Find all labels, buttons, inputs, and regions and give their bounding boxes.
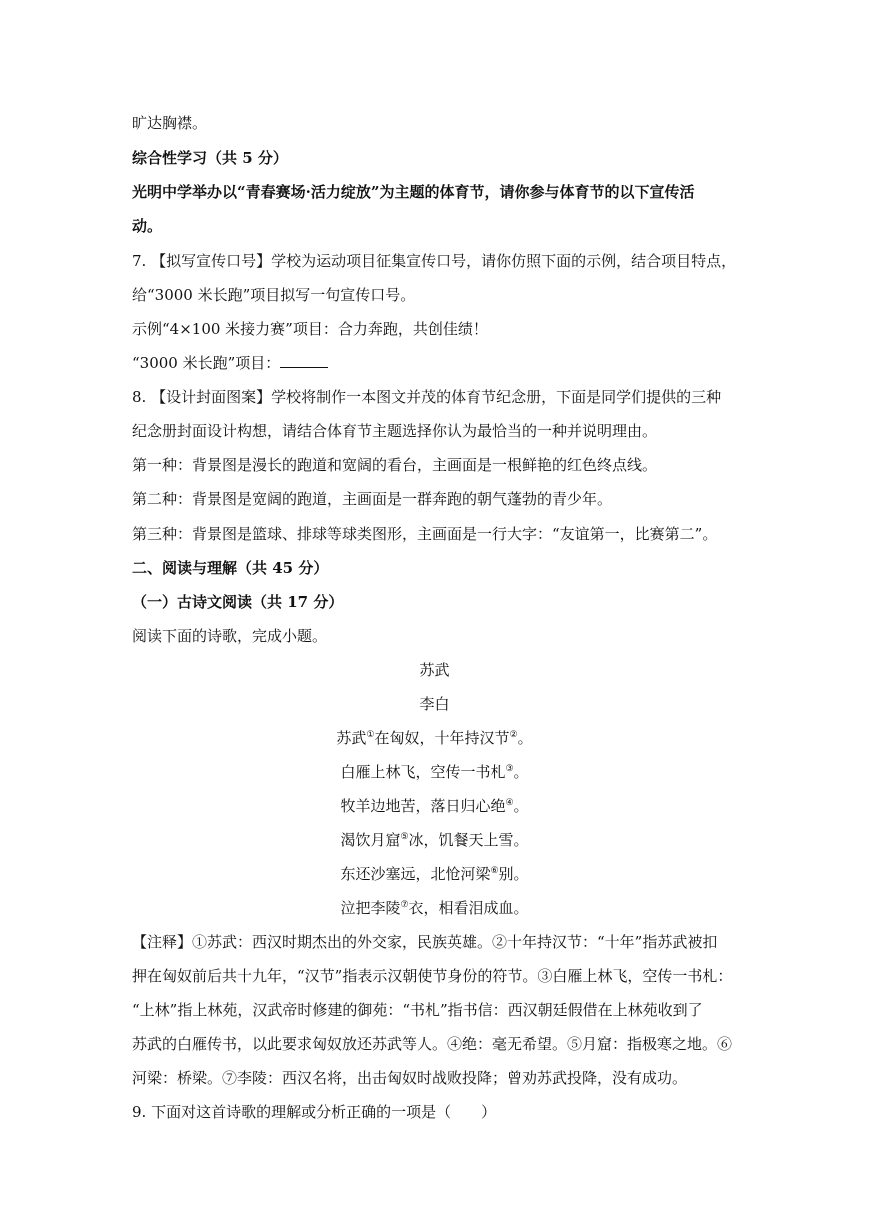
notes-line: 河梁：桥梁。⑦李陵：西汉名将，出击匈奴时战败投降；曾劝苏武投降，没有成功。 — [132, 1069, 688, 1087]
question-7: 7. 【拟写宣传口号】学校为运动项目征集宣传口号，请你仿照下面的示例，结合项目特点， — [132, 252, 737, 270]
poem-line: 泣把李陵⑦衣，相看泪成血。 — [340, 899, 529, 917]
poem-line: 白雁上林飞，空传一书札③。 — [340, 763, 529, 781]
question-7: 给“3000 米长跑”项目拟写一句宣传口号。 — [132, 286, 416, 304]
option-3: 第三种：背景图是篮球、排球等球类图形，主画面是一行大字：“友谊第一，比赛第二”。 — [132, 525, 718, 543]
footnote-marker: ⑥ — [490, 866, 499, 876]
option-1: 第一种：背景图是漫长的跑道和宽阔的看台，主画面是一根鲜艳的红色终点线。 — [132, 456, 658, 474]
intro-text: 动。 — [132, 217, 163, 235]
answer-prefix: “3000 米长跑”项目： — [132, 354, 281, 372]
poem-line: 渴饮月窟⑤冰，饥餐天上雪。 — [340, 831, 529, 849]
question-8: 8. 【设计封面图案】学校将制作一本图文并茂的体育节纪念册，下面是同学们提供的三种 — [132, 388, 722, 406]
poem-author: 李白 — [419, 695, 450, 713]
section-title: 综合性学习（共 5 分） — [132, 149, 288, 167]
question-8: 纪念册封面设计构想，请结合体育节主题选择你认为最恰当的一种并说明理由。 — [132, 422, 658, 440]
notes-line: “上林”指上林苑，汉武帝时修建的御苑：“书札”指书信：西汉朝廷假借在上林苑收到了 — [132, 1001, 703, 1019]
footnote-marker: ② — [509, 730, 518, 740]
subsection-title: （一）古诗文阅读（共 17 分） — [132, 593, 344, 611]
poem-line: 苏武①在匈奴，十年持汉节②。 — [336, 729, 533, 747]
instruction-text: 阅读下面的诗歌，完成小题。 — [132, 627, 328, 645]
poem-title: 苏武 — [419, 661, 450, 679]
poem-line: 牧羊边地苦，落日归心绝④。 — [340, 797, 529, 815]
footnote-marker: ⑦ — [400, 900, 409, 910]
notes-line: 押在匈奴前后共十九年，“汉节”指表示汉朝使节身份的符节。③白雁上林飞，空传一书札： — [132, 967, 733, 985]
footnote-marker: ④ — [505, 798, 514, 808]
footnote-marker: ③ — [505, 764, 514, 774]
poem-line: 东还沙塞远，北怆河梁⑥别。 — [340, 865, 529, 883]
answer-line — [132, 353, 738, 373]
footnote-marker: ⑤ — [400, 832, 409, 842]
footnote-marker: ① — [366, 730, 375, 740]
option-2: 第二种：背景图是宽阔的跑道，主画面是一群奔跑的朝气蓬勃的青少年。 — [132, 490, 613, 508]
section-title: 二、阅读与理解（共 45 分） — [132, 559, 329, 577]
question-9: 9. 下面对这首诗歌的理解或分析正确的一项是（ ） — [132, 1103, 497, 1121]
notes-line: 【注释】①苏武：西汉时期杰出的外交家，民族英雄。②十年持汉节：“十年”指苏武被扣 — [132, 933, 718, 951]
example-text: 示例“4×100 米接力赛”项目：合力奔跑，共创佳绩！ — [132, 320, 488, 338]
text-line: 旷达胸襟。 — [132, 114, 208, 132]
answer-blank[interactable] — [280, 355, 328, 368]
notes-line: 苏武的白雁传书，以此要求匈奴放还苏武等人。④绝：毫无希望。⑤月窟：指极寒之地。⑥ — [132, 1035, 733, 1053]
intro-text: 光明中学举办以“青春赛场·活力绽放”为主题的体育节，请你参与体育节的以下宣传活 — [132, 183, 695, 201]
